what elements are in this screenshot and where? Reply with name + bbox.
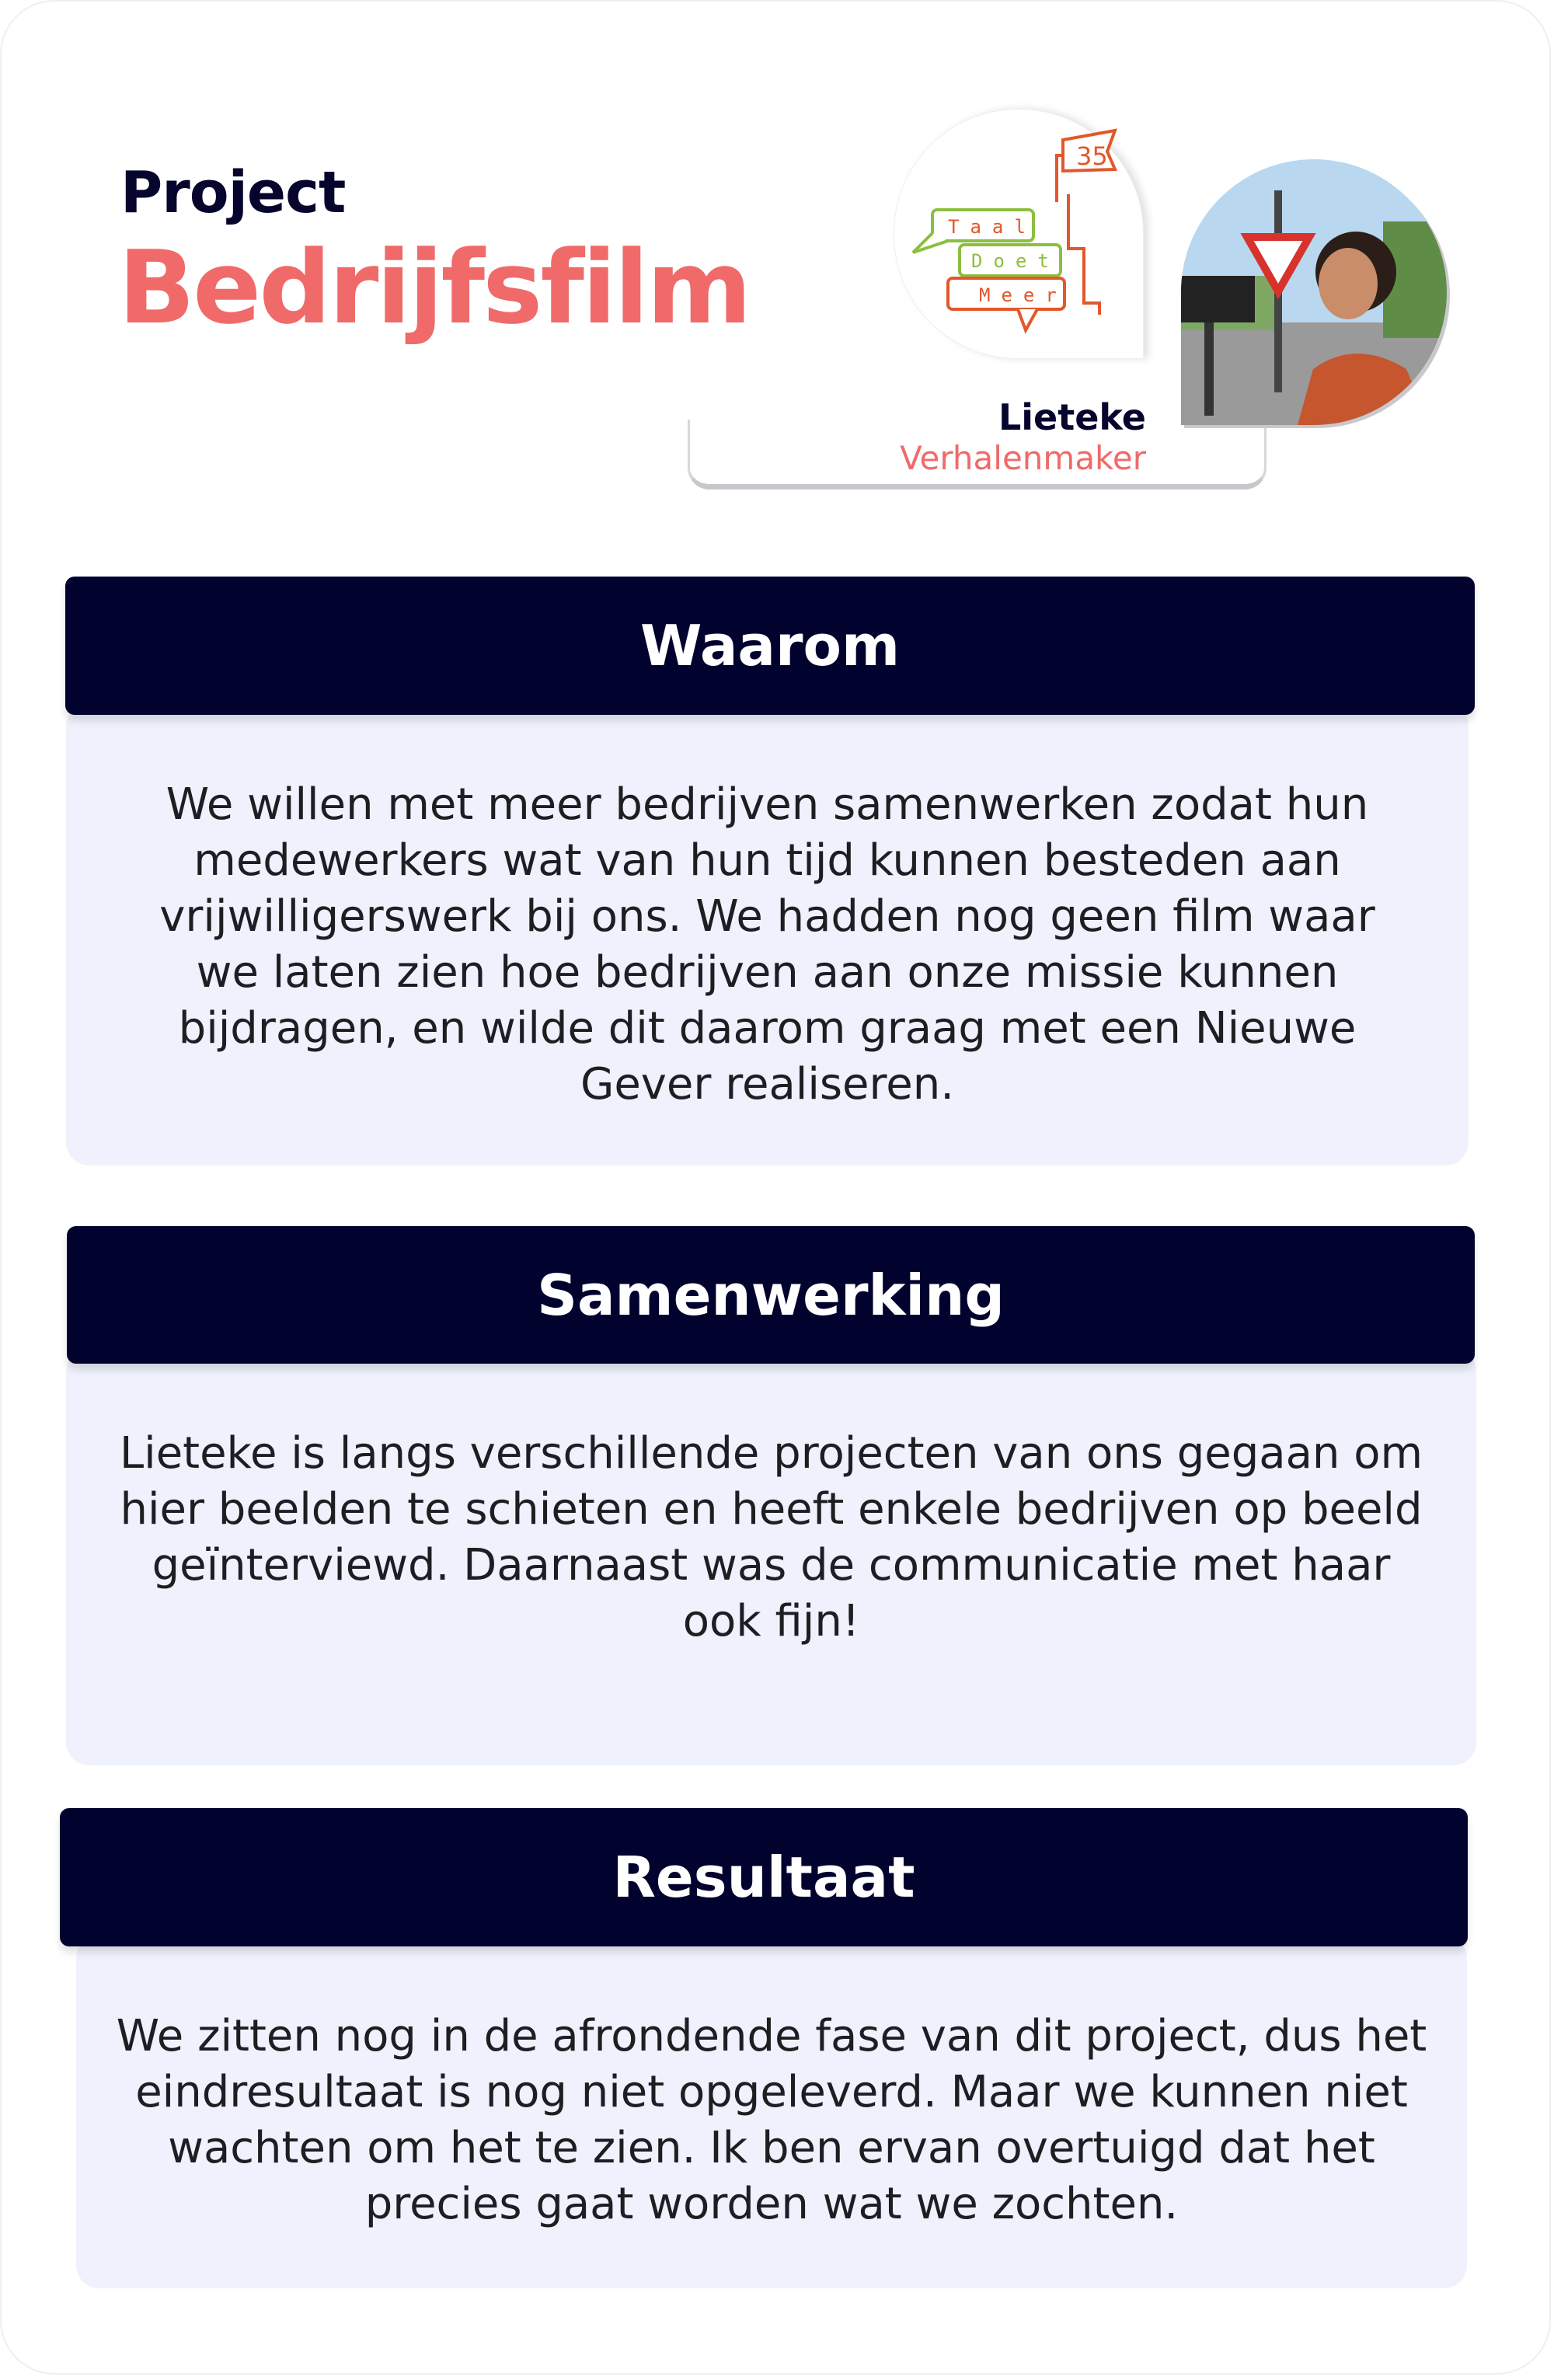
section-resultaat-title: Resultaat [60,1808,1468,1946]
section-resultaat-body: We zitten nog in de afrondende fase van dit project, dus het eindresultaat is nog niet opgeleverd. Maar we kunnen niet wachten om het te zien. Ik ben ervan overtuigd dat het precies gaat worden wat we zochten. [76,1935,1467,2288]
logo-badge: 35 [1076,141,1108,171]
logo-word-1: Taal [948,216,1037,238]
section-samenwerking-body: Lieteke is langs verschillende projecten van ons gegaan om hier beelden te schieten en heeft enkele bedrijven op beeld geïnterviewd. Daarnaast was de communicatie met haar ook fijn! [66,1348,1476,1765]
logo-word-3: Meer [979,284,1068,306]
profile-photo [1181,159,1447,425]
section-waarom-title: Waarom [65,577,1475,715]
profile-name: Lieteke [998,396,1146,438]
taal-doet-meer-logo-icon [894,109,1142,357]
section-samenwerking-title: Samenwerking [67,1226,1475,1364]
section-waarom-body: We willen met meer bedrijven samenwerken zodat hun medewerkers wat van hun tijd kunnen besteden aan vrijwilligerswerk bij ons. We hadden nog geen film waar we laten zien hoe bedrijven aan onze missie kunnen bijdragen, en wilde dit daarom graag met een Nieuwe Gever realiseren. [66,703,1469,1166]
page-title: Bedrijfsfilm [118,228,750,347]
lieteke-photo-icon [1181,159,1447,425]
project-label: Project [120,159,346,226]
logo-word-2: Doet [971,250,1060,272]
profile-role: Verhalenmaker [900,439,1146,477]
